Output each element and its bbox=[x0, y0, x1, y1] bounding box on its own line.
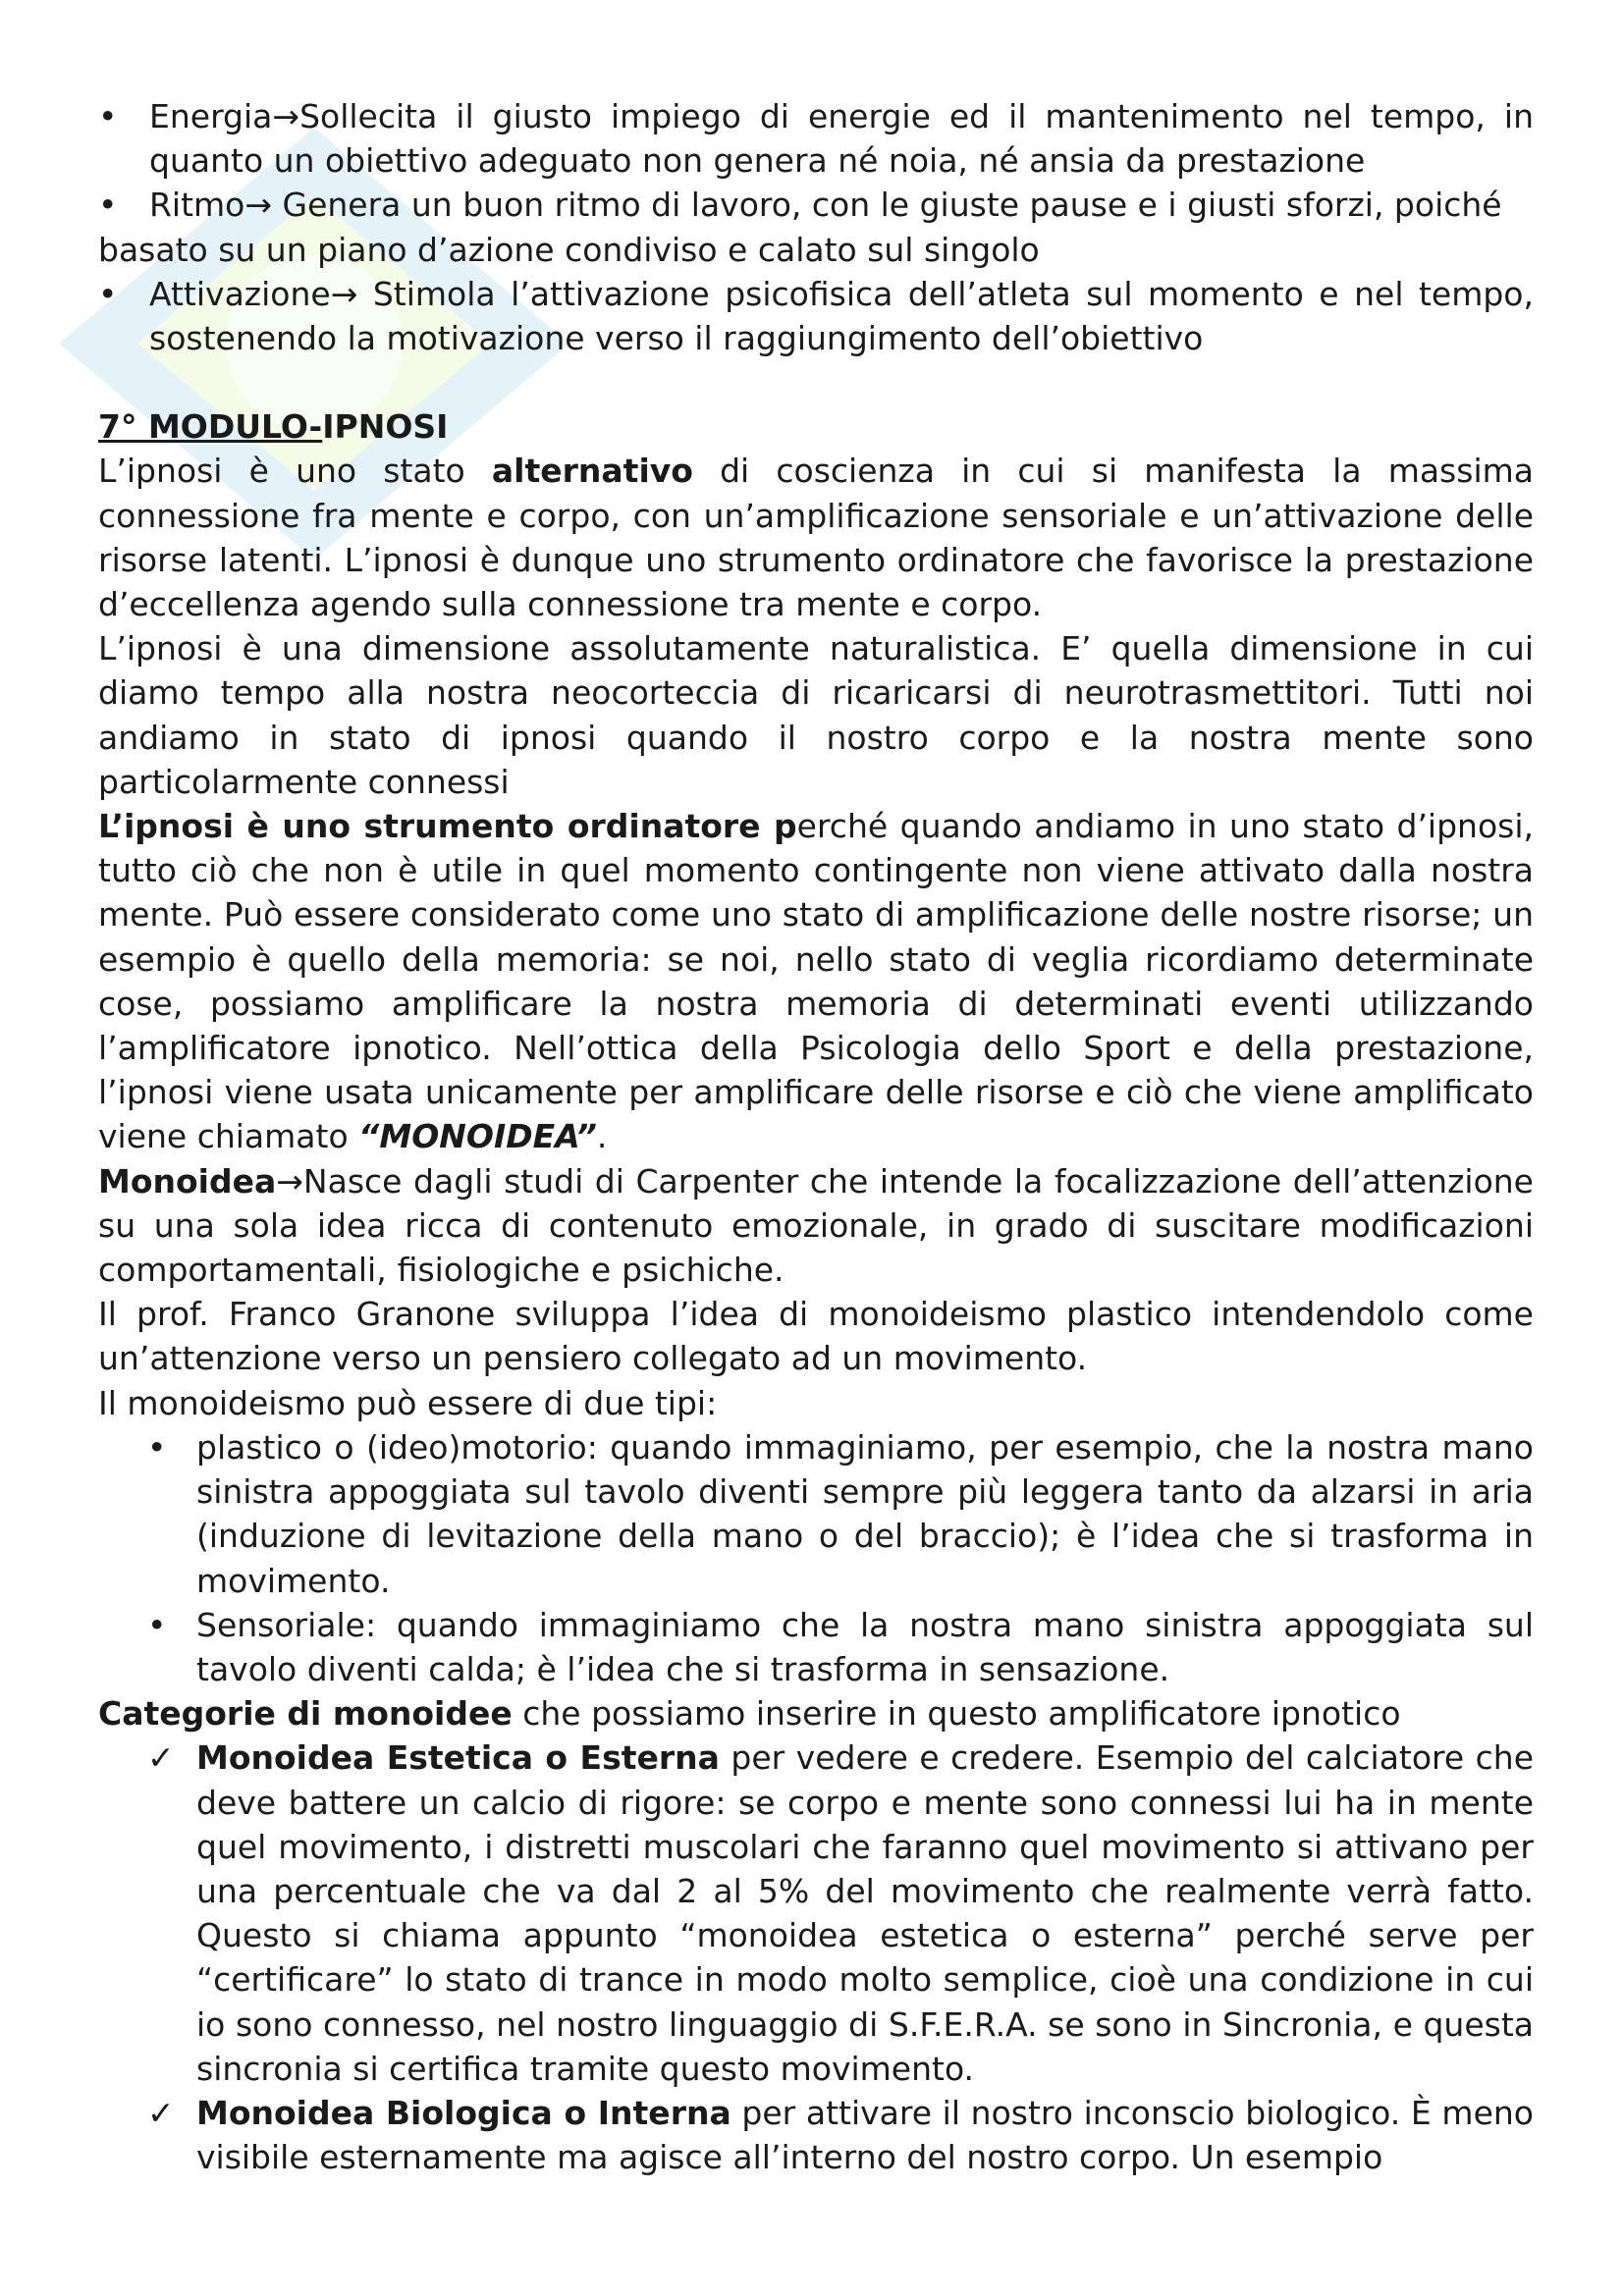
bullet-glyph: • bbox=[98, 274, 118, 313]
paragraph-monoidea bbox=[98, 1159, 1534, 1293]
list-item-plastico bbox=[98, 1425, 1534, 1603]
list-item-text: Sensoriale: quando immaginiamo che la nostra mano sinistra appoggiata sul tavolo diventi calda; è l’idea che si trasforma in sensazione. bbox=[196, 1605, 1534, 1688]
text-run: Nasce dagli studi di Carpenter che intende la focalizzazione dell’attenzione su una sola idea ricca di contenuto emozionale, in grado di suscitare modificazioni comportamentali, fisiologiche e psichiche. bbox=[98, 1161, 1534, 1290]
heading-underlined: 7° MODULO- bbox=[98, 407, 323, 447]
text-run: . bbox=[596, 1117, 608, 1156]
bold-run: L’ipnosi è uno strumento ordinatore p bbox=[98, 807, 797, 846]
bold-run: Categorie di monoidee bbox=[98, 1694, 513, 1734]
bullet-text: Stimola l’attivazione psicofisica dell’atleta sul momento e nel tempo, sostenendo la motivazione verso il raggiungimento dell’obiettivo bbox=[149, 274, 1534, 358]
bold-run: Monoidea Biologica o Interna bbox=[196, 2093, 731, 2132]
check-item-estetica bbox=[98, 1735, 1534, 2091]
bold-run: Monoidea bbox=[98, 1161, 277, 1201]
text-run: per attivare il nostro inconscio biologico. È meno visibile esternamente ma agisce all’interno del nostro corpo. Un esempio bbox=[196, 2093, 1534, 2177]
bullet-lead: Attivazione bbox=[149, 274, 331, 313]
text-run: erché quando andiamo in uno stato d’ipnosi, tutto ciò che non è utile in quel momento contingente non viene attivato dalla nostra mente. Può essere considerato come uno stato di amplificazione delle nostre risorse; un esempio è quello della memoria: se noi, nello stato di veglia ricordiamo determinate cose, possiamo amplificare la nostra memoria di determinati eventi utilizzando l’amplificatore ipnotico. Nell’ottica della Psicologia dello Sport e della prestazione, l’ipnosi viene usata unicamente per amplificare delle risorse e ciò che viene amplificato viene chiamato bbox=[98, 807, 1534, 1156]
bullet-ritmo bbox=[98, 183, 1534, 227]
paragraph-categorie bbox=[98, 1691, 1534, 1735]
bold-italic-run: “MONOIDEA” bbox=[358, 1117, 597, 1156]
checkmark-icon: ✓ bbox=[147, 1738, 175, 1778]
bold-run: alternativo bbox=[491, 452, 693, 491]
arrow-icon: → bbox=[244, 186, 273, 225]
text-run: di coscienza in cui si manifesta la massima connessione fra mente e corpo, con un’amplificazione sensoriale e un’attivazione delle risorse latenti. L’ipnosi è dunque uno strumento ordinatore che favorisce la prestazione d’eccellenza agendo sulla connessione tra mente e corpo. bbox=[98, 452, 1534, 624]
bullet-lead: Ritmo bbox=[149, 186, 245, 225]
list-item-sensoriale bbox=[98, 1603, 1534, 1691]
bullet-glyph: • bbox=[98, 186, 118, 225]
paragraph-tipi: Il monoideismo può essere di due tipi: bbox=[98, 1383, 718, 1422]
bullet-glyph: • bbox=[98, 97, 118, 135]
arrow-icon: → bbox=[330, 274, 358, 313]
bullet-text: Genera un buon ritmo di lavoro, con le giuste pause e i giusti sforzi, poiché bbox=[272, 186, 1502, 225]
bullet-lead: Energia bbox=[149, 97, 273, 135]
paragraph-definition bbox=[98, 449, 1534, 626]
list-item-text: plastico o (ideo)motorio: quando immaginiamo, per esempio, che la nostra mano sinistra appoggiata sul tavolo diventi sempre più leggera tanto da alzarsi in aria (induzione di levitazione della mano o del braccio); è l’idea che si trasforma in movimento. bbox=[196, 1427, 1534, 1600]
arrow-icon: → bbox=[276, 1161, 303, 1201]
heading-rest: IPNOSI bbox=[322, 407, 449, 447]
document-page bbox=[98, 94, 1534, 2179]
bullet-energia bbox=[98, 94, 1534, 183]
check-item-biologica bbox=[98, 2091, 1534, 2179]
bullet-continuation: basato su un piano d’azione condiviso e calato sul singolo bbox=[98, 230, 1040, 269]
bullet-glyph: • bbox=[147, 1427, 167, 1467]
text-run: per vedere e credere. Esempio del calciatore che deve battere un calcio di rigore: se corpo e mente sono connessi lui ha in mente quel movimento, i distretti muscolari che faranno quel movimento si attivano per una percentuale che va dal 2 al 5% del movimento che realmente verrà fatto. Questo si chiama appunto “monoidea estetica o esterna” perché serve per “certificare” lo stato di trance in modo molto semplice, cioè una condizione in cui io sono connesso, nel nostro linguaggio di S.F.E.R.A. se sono in Sincronia, e questa sincronia si certifica tramite questo movimento. bbox=[196, 1738, 1535, 2088]
text-run: L’ipnosi è uno stato bbox=[98, 452, 492, 491]
section-heading bbox=[98, 404, 1534, 449]
paragraph-ordinatore bbox=[98, 804, 1534, 1159]
bullet-text: Sollecita il giusto impiego di energie ed il mantenimento nel tempo, in quanto un obiettivo adeguato non genera né noia, né ansia da prestazione bbox=[149, 97, 1534, 181]
arrow-icon: → bbox=[272, 97, 300, 135]
paragraph-granone: Il prof. Franco Granone sviluppa l’idea di monoideismo plastico intendendolo come un’attenzione verso un pensiero collegato ad un movimento. bbox=[98, 1295, 1534, 1378]
bullet-glyph: • bbox=[147, 1605, 167, 1644]
paragraph-naturalistic: L’ipnosi è una dimensione assolutamente naturalistica. E’ quella dimensione in cui diamo tempo alla nostra neocorteccia di ricaricarsi di neurotrasmettitori. Tutti noi andiamo in stato di ipnosi quando il nostro corpo e la nostra mente sono particolarmente connessi bbox=[98, 629, 1534, 801]
bold-run: Monoidea Estetica o Esterna bbox=[196, 1738, 720, 1778]
checkmark-icon: ✓ bbox=[147, 2093, 175, 2132]
text-run: che possiamo inserire in questo amplificatore ipnotico bbox=[512, 1694, 1401, 1734]
bullet-attivazione bbox=[98, 272, 1534, 360]
